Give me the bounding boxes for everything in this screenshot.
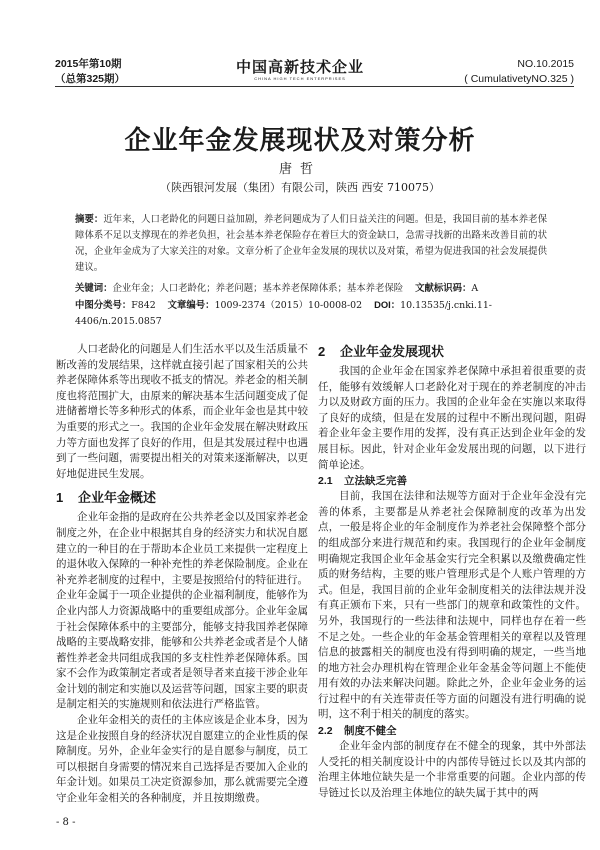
keywords-text: 企业年金；人口老龄化；养老问题；基本养老保障体系；基本养老保险 (112, 283, 404, 294)
doi-label: DOI： (374, 299, 401, 310)
paragraph: 企业年金指的是政府在公共养老金以及国家养老金制度之外，在企业中根据其自身的经济实力和状况自愿建立的一种目的在于帮助本企业员工来提供一定程度上的退休收入保障的一种补充性的养老保险制度。企业在补充养老制度的过程中，主要是按照给付的特征进行。企业年金属于一项企业提供的企业福利制度，能够作为企业内部人力资源战略中的重要组成部分。企业年金属于社会保障体系中的主要部分，能够支持我国养老保障战略的主要战略安排，能够和公共养老金或者是个人储蓄性养老金共同组成我国的多支柱性养老保障体系。国家不会作为政策制定者或者是领导者来直接干涉企业年金计划的制定和实施以及运营等问题，国家主要的职责是制定相关的实施规则和依法进行严格监管。 (56, 511, 308, 711)
paragraph: 企业年金内部的制度存在不健全的现象，其中外部法人受托的相关制度设计中的内部传导链过长以及其内部的治理主体地位缺失是一个非常重要的问题。企业内部的传导链过长以及治理主体地位的缺失属于其中的两 (318, 740, 586, 799)
clc: F842 (131, 300, 156, 311)
issue-number-en: NO.10.2015 (517, 58, 574, 70)
section-2-heading (318, 342, 586, 362)
paragraph: 企业年金相关的责任的主体应该是企业本身，因为这是企业按照自身的经济状况自愿建立的企业性质的保障制度。另外，企业年金实行的是自愿参与制度，员工可以根据自身需要的情况来自己选择是否要加入企业的年金计划。如果员工决定资源参加，那么就需要完全遵守企业年金相关的各种制度，并且按期缴费。 (56, 714, 308, 805)
abstract-label: 摘要： (75, 213, 104, 224)
page-number: - 8 - (56, 816, 76, 828)
issue-info-en (464, 57, 574, 87)
intro-paragraph: 人口老龄化的问题是人们生活水平以及生活质量不断改善的发展结果，这样就直接引起了国家相关的公共养老保障体系等出现收不抵支的情况。养老金的相关制度也将范围扩大，由原来的解决基本生活问题变成了促进储蓄增长等多种形式的体系，而企业年金也是其中较为重要的形式之一。我国的企业年金发展在解决财政压力等方面也发挥了良好的作用，但是其发展过程中也遇到了一些问题，需要提出相关的对策来逐渐解决，以更好地促进民生发展。 (56, 343, 308, 480)
doi: 10.13535/j.cnki.11-4406/n.2015.0857 (75, 300, 492, 327)
doc-code: A (471, 283, 479, 294)
article-main (0, 211, 600, 829)
abstract-text: 近年来，人口老龄化的问题日益加剧，养老问题成为了人们日益关注的问题。但是，我国目前的基本养老保障体系不足以支撑现在的养老负担，社会基本养老保险存在着巨大的资金缺口，急需寻找新的出路来改善目前的状况，企业年金成为了大家关注的对象。文章分析了企业年金发展的现状以及对策，希望为促进我国的社会发展提供建议。 (75, 214, 547, 273)
section-title: 企业年金发展现状 (340, 345, 445, 360)
subsection-2-2-heading (318, 723, 586, 739)
body-columns (0, 342, 600, 829)
section-number: 1 (56, 490, 64, 506)
subsection-number: 2.2 (318, 725, 333, 738)
cumulative-issue: （总第325期） (55, 73, 126, 85)
clc-label: 中图分类号： (75, 299, 132, 310)
article-no: 1009-2374（2015）10-0008-02 (214, 300, 363, 311)
section-number: 2 (318, 344, 326, 359)
keywords (75, 280, 555, 297)
affiliation: （陕西银河发展（集团）有限公司，陕西 西安 710075） (160, 181, 440, 194)
subsection-number: 2.1 (318, 475, 333, 488)
subsection-title: 立法缺乏完善 (344, 475, 407, 488)
paragraph: 目前，我国在法律和法规等方面对于企业年金没有完善的体系，主要都是从养老社会保障制度的改革为出发点，一般是将企业的年金制度作为养老社会保障整个部分的组成部分来进行规范和约束。我国现行的企业年金制度明确规定我国企业年金基金实行完全积累以及缴费确定性质的财务结构，主要的账户管理形式是个人账户管理的方式。但是，我国目前的企业年金制度相关的法律法规并没有真正颁布下来，只有一些部门的规章和政策性的文件。另外，我国现行的一些法律和法规中，同样也存在着一些不足之处。一些企业的年金基金管理相关的章程以及管理信息的披露相关的制度也没有得到明确的规定，一些当地的地方社会办理机构在管理企业年金基金等问题上不能使用有效的办法来解决问题。除此之外，企业年金业务的运行过程中的有关连带责任等方面的问题没有进行明确的说明，这不利于相关的制度的落实。 (318, 490, 586, 721)
left-column (56, 342, 308, 829)
classification (75, 297, 555, 330)
journal-name-cn: 中国高新技术企业 (235, 58, 364, 76)
keywords-label: 关键词： (75, 282, 113, 293)
header-divider (55, 86, 574, 87)
issue-info (55, 57, 125, 87)
right-column (318, 342, 586, 801)
abstract (75, 211, 547, 276)
article-no-label: 文章编号： (167, 299, 215, 310)
article-title: 企业年金发展现状及对策分析 (124, 126, 476, 156)
journal-name-en: CHINA HIGH TECH ENTERPRISES (254, 76, 346, 81)
paragraph: 我国的企业年金在国家养老保障中承担着很重要的责任，能够有效缓解人口老龄化对于现在的养老制度的冲击力以及财政方面的压力。我国的企业年金在实施以来取得了良好的成绩，但是在发展的过程中不断出现问题，阻碍着企业年金主要作用的发挥，没有真正达到企业年金的发展目标。因此，针对企业年金发展出现的问题，以下进行简单论述。 (318, 365, 586, 471)
subsection-2-1-heading (318, 473, 586, 489)
cumulative-issue-en: ( CumulativetyNO.325 ) (464, 73, 574, 85)
doc-code-label: 文献标识码： (415, 282, 472, 293)
author: 唐哲 (278, 162, 321, 177)
issue-number: 2015年第10期 (55, 58, 122, 70)
section-1-heading (56, 488, 308, 508)
section-title: 企业年金概述 (78, 491, 157, 507)
subsection-title: 制度不健全 (344, 725, 397, 738)
journal-logo (200, 58, 400, 81)
